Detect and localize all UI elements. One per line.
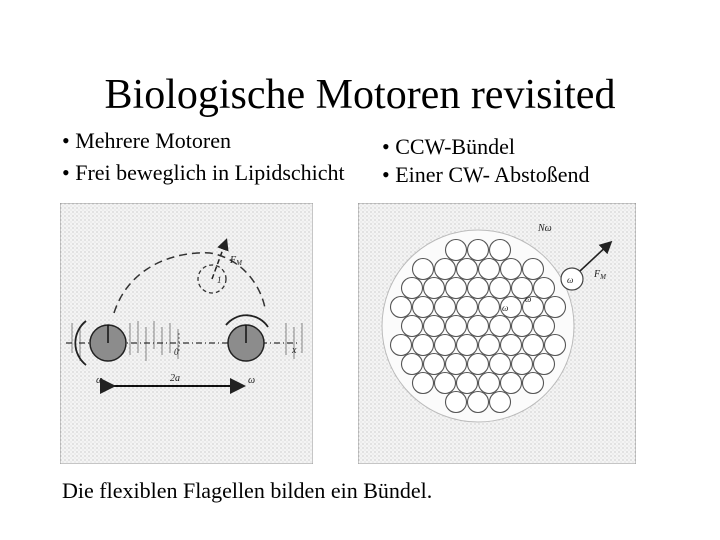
label-zero: 0 xyxy=(174,347,179,357)
flagellum-circle xyxy=(534,316,555,337)
flagellum-circle xyxy=(391,297,412,318)
label-omega-left: ω xyxy=(96,375,104,386)
flagellum-circle xyxy=(446,392,467,413)
flagellum-circle xyxy=(490,278,511,299)
flagellum-circle xyxy=(446,316,467,337)
label-one: 1 xyxy=(217,275,222,285)
bullet-cw-abstossend: • Einer CW- Abstoßend xyxy=(382,162,590,187)
flagellum-circle xyxy=(424,278,445,299)
flagellum-circle xyxy=(479,259,500,280)
flagellum-circle xyxy=(512,354,533,375)
label-omega-right: ω xyxy=(248,375,256,386)
bundle-figure xyxy=(358,203,636,464)
flagellum-circle xyxy=(479,297,500,318)
flagellum-circle xyxy=(468,316,489,337)
flagellum-circle xyxy=(413,373,434,394)
flagellum-circle xyxy=(490,240,511,261)
two-motors-figure xyxy=(60,203,313,464)
label-fm-right: $F_M$ xyxy=(594,269,606,281)
flagellum-circle xyxy=(523,373,544,394)
label-omega-free: ω xyxy=(567,275,574,285)
flagellum-circle xyxy=(479,335,500,356)
flagellum-circle xyxy=(457,297,478,318)
label-2a: 2a xyxy=(170,373,180,384)
flagellum-circle xyxy=(512,316,533,337)
flagellum-circle xyxy=(457,335,478,356)
flagellum-circle xyxy=(501,259,522,280)
bullet-frei-beweglich: • Frei beweglich in Lipidschicht xyxy=(62,160,345,185)
flagellum-circle xyxy=(424,316,445,337)
flagellum-circle xyxy=(402,316,423,337)
flagellum-circle xyxy=(468,240,489,261)
flagellum-circle xyxy=(457,259,478,280)
flagellum-circle xyxy=(523,335,544,356)
flagellum-circle xyxy=(457,373,478,394)
flagellum-circle xyxy=(545,335,566,356)
flagellum-circle xyxy=(501,373,522,394)
flagellum-circle xyxy=(391,335,412,356)
flagellum-circle xyxy=(446,278,467,299)
flagellum-circle xyxy=(479,373,500,394)
flagellum-circle xyxy=(413,259,434,280)
flagellum-circle xyxy=(468,278,489,299)
label-fm: $F_M$ xyxy=(230,255,242,267)
flagellum-circle xyxy=(534,354,555,375)
flagellum-circle xyxy=(413,297,434,318)
bullet-ccw-buendel: • CCW-Bündel xyxy=(382,134,515,159)
flagellum-circle xyxy=(402,354,423,375)
label-x: x xyxy=(292,345,297,356)
flagellum-circle xyxy=(468,392,489,413)
label-omega-a: ω xyxy=(525,294,532,304)
flagellum-circle xyxy=(435,297,456,318)
flagellum-circle xyxy=(424,354,445,375)
flagellum-circle xyxy=(534,278,555,299)
flagellum-circle xyxy=(446,354,467,375)
flagellum-circle xyxy=(435,259,456,280)
flagellum-circle xyxy=(545,297,566,318)
label-nomega: Nω xyxy=(538,223,552,234)
flagellum-circle xyxy=(435,373,456,394)
flagellum-circle xyxy=(523,259,544,280)
flagellum-circle xyxy=(468,354,489,375)
flagellum-circle xyxy=(490,354,511,375)
slide-title: Biologische Motoren revisited xyxy=(104,72,616,118)
flagellum-circle xyxy=(490,316,511,337)
flagellum-circle xyxy=(413,335,434,356)
flagellum-circle xyxy=(490,392,511,413)
slide-caption: Die flexiblen Flagellen bilden ein Bündel. xyxy=(62,478,433,503)
flagellum-circle xyxy=(402,278,423,299)
bullet-mehrere-motoren: • Mehrere Motoren xyxy=(62,128,231,153)
flagellum-circle xyxy=(446,240,467,261)
flagellum-circle xyxy=(435,335,456,356)
flagellum-circle xyxy=(501,335,522,356)
label-omega-b: ω xyxy=(502,303,509,313)
